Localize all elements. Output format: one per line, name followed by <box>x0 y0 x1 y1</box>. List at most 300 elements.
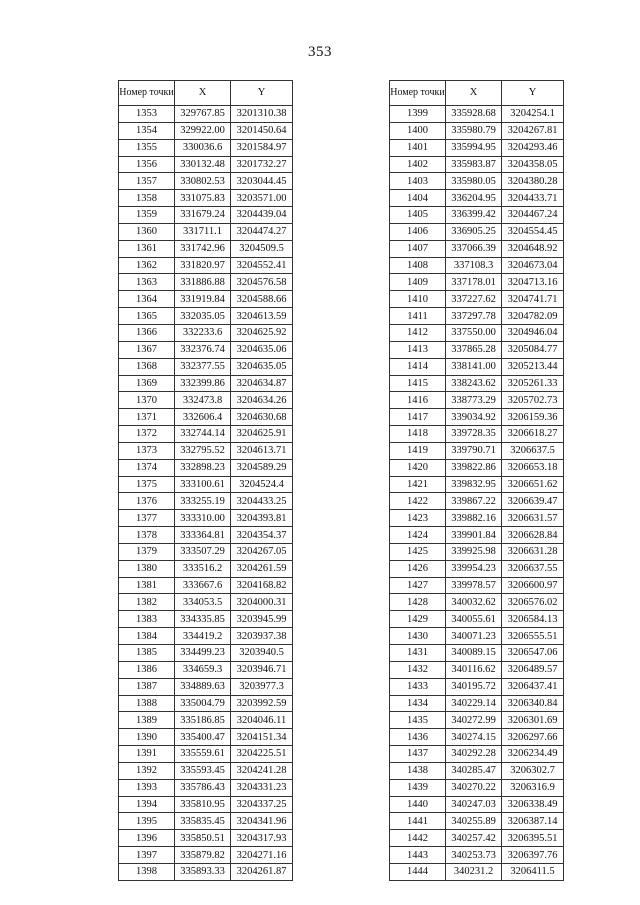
x-coordinate-cell: 340292.28 <box>446 746 502 763</box>
table-row <box>119 661 293 678</box>
table-row <box>119 611 293 628</box>
table-row <box>390 156 564 173</box>
table-row <box>119 173 293 190</box>
x-coordinate-cell: 332898.23 <box>175 459 231 476</box>
y-coordinate-cell: 3201310.38 <box>231 106 293 123</box>
y-coordinate-cell: 3204552.41 <box>231 257 293 274</box>
y-coordinate-cell: 3206297.66 <box>502 729 564 746</box>
x-coordinate-cell: 330132.48 <box>175 156 231 173</box>
y-coordinate-cell: 3206637.55 <box>502 560 564 577</box>
point-number-cell: 1389 <box>119 712 175 729</box>
y-coordinate-cell: 3204782.09 <box>502 308 564 325</box>
x-coordinate-cell: 337108.3 <box>446 257 502 274</box>
table-row <box>119 476 293 493</box>
y-coordinate-cell: 3204635.05 <box>231 358 293 375</box>
x-coordinate-cell: 333667.6 <box>175 577 231 594</box>
x-coordinate-cell: 339822.86 <box>446 459 502 476</box>
x-coordinate-cell: 335879.82 <box>175 847 231 864</box>
x-coordinate-cell: 340229.14 <box>446 695 502 712</box>
table-row <box>390 190 564 207</box>
y-coordinate-cell: 3204613.59 <box>231 308 293 325</box>
table-row <box>390 577 564 594</box>
x-coordinate-cell: 340032.62 <box>446 594 502 611</box>
x-coordinate-cell: 332376.74 <box>175 341 231 358</box>
y-header: Y <box>231 81 293 106</box>
x-coordinate-cell: 333364.81 <box>175 527 231 544</box>
point-number-cell: 1404 <box>390 190 446 207</box>
point-number-cell: 1432 <box>390 661 446 678</box>
point-number-cell: 1378 <box>119 527 175 544</box>
table-row <box>119 847 293 864</box>
y-coordinate-cell: 3204713.16 <box>502 274 564 291</box>
y-coordinate-cell: 3206618.27 <box>502 426 564 443</box>
table-row <box>390 106 564 123</box>
y-coordinate-cell: 3204225.51 <box>231 746 293 763</box>
point-number-cell: 1429 <box>390 611 446 628</box>
x-coordinate-cell: 335850.51 <box>175 830 231 847</box>
x-coordinate-cell: 339925.98 <box>446 543 502 560</box>
y-coordinate-cell: 3204589.29 <box>231 459 293 476</box>
x-coordinate-cell: 335559.61 <box>175 746 231 763</box>
point-number-cell: 1387 <box>119 678 175 695</box>
y-coordinate-cell: 3204625.92 <box>231 324 293 341</box>
y-coordinate-cell: 3206600.97 <box>502 577 564 594</box>
y-coordinate-cell: 3206631.28 <box>502 543 564 560</box>
point-number-cell: 1423 <box>390 510 446 527</box>
point-number-header: Номер точки <box>119 81 175 106</box>
table-row <box>119 628 293 645</box>
point-number-cell: 1431 <box>390 645 446 662</box>
x-coordinate-cell: 332377.55 <box>175 358 231 375</box>
table-row <box>119 813 293 830</box>
x-coordinate-cell: 339978.57 <box>446 577 502 594</box>
point-number-cell: 1411 <box>390 308 446 325</box>
table-row <box>119 257 293 274</box>
y-coordinate-cell: 3204946.04 <box>502 324 564 341</box>
table-row <box>119 274 293 291</box>
table-row <box>390 830 564 847</box>
coordinates-table-left <box>118 80 293 881</box>
y-coordinate-cell: 3206628.84 <box>502 527 564 544</box>
y-coordinate-cell: 3204554.45 <box>502 223 564 240</box>
y-coordinate-cell: 3206576.02 <box>502 594 564 611</box>
point-number-cell: 1376 <box>119 493 175 510</box>
x-coordinate-cell: 339034.92 <box>446 409 502 426</box>
table-row <box>390 341 564 358</box>
table-row <box>390 661 564 678</box>
x-coordinate-cell: 340071.23 <box>446 628 502 645</box>
table-row <box>390 611 564 628</box>
table-row <box>119 106 293 123</box>
x-coordinate-cell: 331075.83 <box>175 190 231 207</box>
point-number-cell: 1381 <box>119 577 175 594</box>
y-coordinate-cell: 3206651.62 <box>502 476 564 493</box>
x-coordinate-cell: 340257.42 <box>446 830 502 847</box>
table-row <box>390 493 564 510</box>
x-coordinate-cell: 335983.87 <box>446 156 502 173</box>
table-row <box>390 392 564 409</box>
y-coordinate-cell: 3204741.71 <box>502 291 564 308</box>
y-coordinate-cell: 3203044.45 <box>231 173 293 190</box>
table-row <box>390 274 564 291</box>
x-header: X <box>175 81 231 106</box>
x-coordinate-cell: 332606.4 <box>175 409 231 426</box>
table-row <box>119 122 293 139</box>
point-number-cell: 1377 <box>119 510 175 527</box>
point-number-cell: 1358 <box>119 190 175 207</box>
point-number-cell: 1413 <box>390 341 446 358</box>
y-coordinate-cell: 3206637.5 <box>502 442 564 459</box>
y-coordinate-cell: 3204634.26 <box>231 392 293 409</box>
y-coordinate-cell: 3204588.66 <box>231 291 293 308</box>
x-coordinate-cell: 334419.2 <box>175 628 231 645</box>
y-coordinate-cell: 3204634.87 <box>231 375 293 392</box>
point-number-cell: 1390 <box>119 729 175 746</box>
table-row <box>390 543 564 560</box>
y-coordinate-cell: 3203571.00 <box>231 190 293 207</box>
point-number-cell: 1354 <box>119 122 175 139</box>
table-row <box>390 324 564 341</box>
x-coordinate-cell: 337297.78 <box>446 308 502 325</box>
x-coordinate-cell: 329767.85 <box>175 106 231 123</box>
point-number-cell: 1403 <box>390 173 446 190</box>
point-number-cell: 1428 <box>390 594 446 611</box>
x-coordinate-cell: 335810.95 <box>175 796 231 813</box>
table-row <box>119 863 293 880</box>
x-coordinate-cell: 339867.22 <box>446 493 502 510</box>
point-number-cell: 1426 <box>390 560 446 577</box>
point-number-cell: 1412 <box>390 324 446 341</box>
y-coordinate-cell: 3206316.9 <box>502 779 564 796</box>
x-coordinate-cell: 330802.53 <box>175 173 231 190</box>
point-number-cell: 1405 <box>390 207 446 224</box>
y-coordinate-cell: 3206387.14 <box>502 813 564 830</box>
y-coordinate-cell: 3204576.58 <box>231 274 293 291</box>
point-number-cell: 1442 <box>390 830 446 847</box>
table-row <box>390 729 564 746</box>
y-coordinate-cell: 3203937.38 <box>231 628 293 645</box>
point-number-cell: 1417 <box>390 409 446 426</box>
table-row <box>119 324 293 341</box>
table-row <box>390 628 564 645</box>
x-coordinate-cell: 340247.03 <box>446 796 502 813</box>
table-row <box>119 291 293 308</box>
point-number-cell: 1392 <box>119 762 175 779</box>
y-coordinate-cell: 3206301.69 <box>502 712 564 729</box>
point-number-cell: 1380 <box>119 560 175 577</box>
point-number-cell: 1439 <box>390 779 446 796</box>
table-row <box>390 122 564 139</box>
x-coordinate-cell: 335400.47 <box>175 729 231 746</box>
x-coordinate-cell: 332744.14 <box>175 426 231 443</box>
table-row <box>390 358 564 375</box>
y-coordinate-cell: 3204635.06 <box>231 341 293 358</box>
table-row <box>119 426 293 443</box>
table-row <box>390 813 564 830</box>
table-row <box>390 173 564 190</box>
x-coordinate-cell: 335928.68 <box>446 106 502 123</box>
y-coordinate-cell: 3204341.96 <box>231 813 293 830</box>
y-coordinate-cell: 3204293.46 <box>502 139 564 156</box>
y-coordinate-cell: 3204241.28 <box>231 762 293 779</box>
y-coordinate-cell: 3204474.27 <box>231 223 293 240</box>
x-coordinate-cell: 332035.05 <box>175 308 231 325</box>
point-number-cell: 1374 <box>119 459 175 476</box>
table-row <box>390 426 564 443</box>
y-coordinate-cell: 3204317.93 <box>231 830 293 847</box>
point-number-cell: 1357 <box>119 173 175 190</box>
table-row <box>119 678 293 695</box>
y-coordinate-cell: 3205261.33 <box>502 375 564 392</box>
table-row <box>390 459 564 476</box>
table-row <box>119 409 293 426</box>
x-coordinate-cell: 335593.45 <box>175 762 231 779</box>
y-coordinate-cell: 3204000.31 <box>231 594 293 611</box>
y-coordinate-cell: 3204267.05 <box>231 543 293 560</box>
y-coordinate-cell: 3201732.27 <box>231 156 293 173</box>
table-row <box>390 560 564 577</box>
table-row <box>119 223 293 240</box>
x-coordinate-cell: 337227.62 <box>446 291 502 308</box>
y-coordinate-cell: 3203945.99 <box>231 611 293 628</box>
x-coordinate-cell: 340285.47 <box>446 762 502 779</box>
y-coordinate-cell: 3206340.84 <box>502 695 564 712</box>
x-coordinate-cell: 334499.23 <box>175 645 231 662</box>
point-number-cell: 1353 <box>119 106 175 123</box>
point-number-cell: 1424 <box>390 527 446 544</box>
x-coordinate-cell: 334335.85 <box>175 611 231 628</box>
y-coordinate-cell: 3204267.81 <box>502 122 564 139</box>
table-row <box>119 341 293 358</box>
table-row <box>119 375 293 392</box>
y-coordinate-cell: 3206653.18 <box>502 459 564 476</box>
x-coordinate-cell: 333255.19 <box>175 493 231 510</box>
x-coordinate-cell: 339728.35 <box>446 426 502 443</box>
table-row <box>390 308 564 325</box>
x-coordinate-cell: 340089.15 <box>446 645 502 662</box>
table-row <box>390 796 564 813</box>
x-coordinate-cell: 332233.6 <box>175 324 231 341</box>
table-row <box>119 796 293 813</box>
x-coordinate-cell: 331886.88 <box>175 274 231 291</box>
y-coordinate-cell: 3203940.5 <box>231 645 293 662</box>
point-number-cell: 1407 <box>390 240 446 257</box>
table-row <box>390 712 564 729</box>
x-coordinate-cell: 337066.39 <box>446 240 502 257</box>
point-number-cell: 1383 <box>119 611 175 628</box>
x-coordinate-cell: 340272.99 <box>446 712 502 729</box>
point-number-cell: 1438 <box>390 762 446 779</box>
y-coordinate-cell: 3204393.81 <box>231 510 293 527</box>
y-coordinate-cell: 3205213.44 <box>502 358 564 375</box>
point-number-cell: 1414 <box>390 358 446 375</box>
x-coordinate-cell: 332473.8 <box>175 392 231 409</box>
y-coordinate-cell: 3203977.3 <box>231 678 293 695</box>
table-row <box>390 375 564 392</box>
y-coordinate-cell: 3205702.73 <box>502 392 564 409</box>
table-row <box>119 156 293 173</box>
y-coordinate-cell: 3204380.28 <box>502 173 564 190</box>
point-number-cell: 1375 <box>119 476 175 493</box>
point-number-cell: 1441 <box>390 813 446 830</box>
table-row <box>119 729 293 746</box>
y-coordinate-cell: 3204524.4 <box>231 476 293 493</box>
y-coordinate-cell: 3206338.49 <box>502 796 564 813</box>
table-row <box>119 493 293 510</box>
point-number-cell: 1355 <box>119 139 175 156</box>
x-coordinate-cell: 331820.97 <box>175 257 231 274</box>
point-number-cell: 1367 <box>119 341 175 358</box>
point-number-cell: 1410 <box>390 291 446 308</box>
point-number-cell: 1362 <box>119 257 175 274</box>
table-row <box>119 830 293 847</box>
y-coordinate-cell: 3204168.82 <box>231 577 293 594</box>
x-coordinate-cell: 338243.62 <box>446 375 502 392</box>
point-number-cell: 1420 <box>390 459 446 476</box>
table-row <box>390 863 564 880</box>
point-number-cell: 1398 <box>119 863 175 880</box>
table-row <box>390 527 564 544</box>
table-row <box>119 139 293 156</box>
table-row <box>119 560 293 577</box>
point-number-cell: 1386 <box>119 661 175 678</box>
point-number-cell: 1444 <box>390 863 446 880</box>
x-coordinate-cell: 338773.29 <box>446 392 502 409</box>
point-number-cell: 1356 <box>119 156 175 173</box>
table-row <box>119 779 293 796</box>
x-coordinate-cell: 339790.71 <box>446 442 502 459</box>
point-number-cell: 1379 <box>119 543 175 560</box>
x-coordinate-cell: 335186.85 <box>175 712 231 729</box>
table-row <box>390 223 564 240</box>
y-coordinate-cell: 3206395.51 <box>502 830 564 847</box>
point-number-cell: 1394 <box>119 796 175 813</box>
point-number-cell: 1366 <box>119 324 175 341</box>
y-coordinate-cell: 3204467.24 <box>502 207 564 224</box>
table-row <box>390 594 564 611</box>
y-coordinate-cell: 3204046.11 <box>231 712 293 729</box>
point-number-cell: 1433 <box>390 678 446 695</box>
x-coordinate-cell: 331742.96 <box>175 240 231 257</box>
y-coordinate-cell: 3204261.87 <box>231 863 293 880</box>
y-coordinate-cell: 3203992.59 <box>231 695 293 712</box>
point-number-cell: 1360 <box>119 223 175 240</box>
x-coordinate-cell: 336905.25 <box>446 223 502 240</box>
y-coordinate-cell: 3206159.36 <box>502 409 564 426</box>
x-coordinate-cell: 333507.29 <box>175 543 231 560</box>
y-coordinate-cell: 3204509.5 <box>231 240 293 257</box>
x-coordinate-cell: 334659.3 <box>175 661 231 678</box>
y-coordinate-cell: 3206411.5 <box>502 863 564 880</box>
point-number-cell: 1370 <box>119 392 175 409</box>
point-number-cell: 1401 <box>390 139 446 156</box>
point-number-cell: 1406 <box>390 223 446 240</box>
point-number-header: Номер точки <box>390 81 446 106</box>
x-coordinate-cell: 333100.61 <box>175 476 231 493</box>
point-number-cell: 1419 <box>390 442 446 459</box>
y-coordinate-cell: 3206639.47 <box>502 493 564 510</box>
table-row <box>119 712 293 729</box>
y-coordinate-cell: 3206555.51 <box>502 628 564 645</box>
y-coordinate-cell: 3206547.06 <box>502 645 564 662</box>
x-coordinate-cell: 340231.2 <box>446 863 502 880</box>
table-row <box>390 139 564 156</box>
x-coordinate-cell: 339901.84 <box>446 527 502 544</box>
y-coordinate-cell: 3204354.37 <box>231 527 293 544</box>
y-coordinate-cell: 3204271.16 <box>231 847 293 864</box>
x-coordinate-cell: 335786.43 <box>175 779 231 796</box>
y-coordinate-cell: 3206234.49 <box>502 746 564 763</box>
x-coordinate-cell: 335835.45 <box>175 813 231 830</box>
y-coordinate-cell: 3201584.97 <box>231 139 293 156</box>
x-coordinate-cell: 339954.23 <box>446 560 502 577</box>
x-coordinate-cell: 340195.72 <box>446 678 502 695</box>
y-coordinate-cell: 3205084.77 <box>502 341 564 358</box>
y-coordinate-cell: 3204433.25 <box>231 493 293 510</box>
table-row <box>119 190 293 207</box>
point-number-cell: 1437 <box>390 746 446 763</box>
table-header-row <box>119 81 293 106</box>
point-number-cell: 1399 <box>390 106 446 123</box>
point-number-cell: 1371 <box>119 409 175 426</box>
table-row <box>390 409 564 426</box>
point-number-cell: 1393 <box>119 779 175 796</box>
point-number-cell: 1400 <box>390 122 446 139</box>
point-number-cell: 1408 <box>390 257 446 274</box>
point-number-cell: 1396 <box>119 830 175 847</box>
x-coordinate-cell: 335893.33 <box>175 863 231 880</box>
point-number-cell: 1425 <box>390 543 446 560</box>
y-coordinate-cell: 3204254.1 <box>502 106 564 123</box>
x-coordinate-cell: 340055.61 <box>446 611 502 628</box>
point-number-cell: 1363 <box>119 274 175 291</box>
x-coordinate-cell: 333310.00 <box>175 510 231 527</box>
y-coordinate-cell: 3204613.71 <box>231 442 293 459</box>
point-number-cell: 1397 <box>119 847 175 864</box>
table-row <box>390 779 564 796</box>
x-coordinate-cell: 336399.42 <box>446 207 502 224</box>
x-coordinate-cell: 332795.52 <box>175 442 231 459</box>
table-row <box>119 594 293 611</box>
y-coordinate-cell: 3206302.7 <box>502 762 564 779</box>
table-row <box>119 762 293 779</box>
y-coordinate-cell: 3204331.23 <box>231 779 293 796</box>
y-coordinate-cell: 3204630.68 <box>231 409 293 426</box>
y-coordinate-cell: 3203946.71 <box>231 661 293 678</box>
y-coordinate-cell: 3206489.57 <box>502 661 564 678</box>
x-coordinate-cell: 339832.95 <box>446 476 502 493</box>
table-row <box>119 207 293 224</box>
table-row <box>119 459 293 476</box>
point-number-cell: 1422 <box>390 493 446 510</box>
y-coordinate-cell: 3204625.91 <box>231 426 293 443</box>
y-coordinate-cell: 3204261.59 <box>231 560 293 577</box>
point-number-cell: 1369 <box>119 375 175 392</box>
x-coordinate-cell: 335980.79 <box>446 122 502 139</box>
x-coordinate-cell: 331919.84 <box>175 291 231 308</box>
table-row <box>119 527 293 544</box>
y-coordinate-cell: 3204673.04 <box>502 257 564 274</box>
point-number-cell: 1416 <box>390 392 446 409</box>
table-row <box>390 762 564 779</box>
table-row <box>390 291 564 308</box>
x-coordinate-cell: 337865.28 <box>446 341 502 358</box>
point-number-cell: 1361 <box>119 240 175 257</box>
point-number-cell: 1443 <box>390 847 446 864</box>
table-row <box>390 645 564 662</box>
y-header: Y <box>502 81 564 106</box>
y-coordinate-cell: 3204358.05 <box>502 156 564 173</box>
